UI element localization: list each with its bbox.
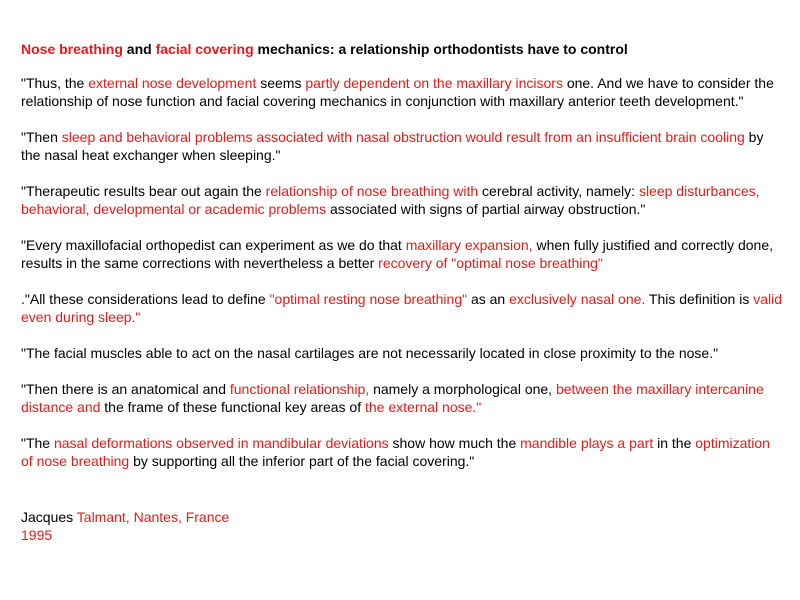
plain-text: cerebral activity, namely:: [478, 183, 639, 199]
plain-text: in the: [653, 435, 696, 451]
document-title: [21, 40, 783, 58]
plain-text: ."All these considerations lead to define: [21, 291, 270, 307]
quote-paragraph: [21, 128, 783, 164]
quote-paragraph: [21, 182, 783, 218]
author-first-name: Jacques: [21, 509, 77, 525]
plain-text: This definition is: [645, 291, 754, 307]
highlighted-text: recovery of "optimal nose breathing": [378, 255, 603, 271]
plain-text: "Therapeutic results bear out again the: [21, 183, 266, 199]
author-name-location: Talmant, Nantes, France: [76, 509, 230, 525]
document-body: [21, 40, 783, 488]
plain-text: mechanics: a relationship orthodontists have to control: [253, 41, 628, 57]
highlighted-text: maxillary expansion,: [405, 237, 533, 253]
highlighted-text: between the maxillary intercanine distance and: [21, 381, 764, 415]
plain-text: as an: [467, 291, 510, 307]
quote-paragraph: [21, 434, 783, 470]
author-line: [21, 508, 229, 526]
plain-text: "Every maxillofacial orthopedist can experiment as we do that: [21, 237, 406, 253]
signature-block: [21, 508, 229, 544]
highlighted-text: optimization of nose breathing: [21, 435, 770, 469]
plain-text: show how much the: [388, 435, 521, 451]
highlighted-text: relationship of nose breathing with: [265, 183, 479, 199]
plain-text: "The facial muscles able to act on the nasal cartilages are not necessarily located in close proximity to the nose.": [21, 345, 719, 361]
highlighted-text: facial covering: [155, 41, 254, 57]
plain-text: seems: [256, 75, 306, 91]
quote-paragraph: [21, 344, 783, 362]
highlighted-text: sleep and behavioral problems associated with nasal obstruction would result from an insufficient brain cooling: [61, 129, 745, 145]
quote-paragraph: [21, 74, 783, 110]
highlighted-text: valid even during sleep.": [21, 291, 782, 325]
plain-text: the frame of these functional key areas of: [100, 399, 365, 415]
highlighted-text: sleep disturbances, behavioral, developmental or academic problems: [21, 183, 760, 217]
highlighted-text: mandible plays a part: [520, 435, 654, 451]
plain-text: one. And we have to consider the relationship of nose function and facial covering mechanics in conjunction with maxillary anterior teeth development.": [21, 75, 774, 109]
quote-paragraph: [21, 236, 783, 272]
plain-text: by the nasal heat exchanger when sleeping.": [21, 129, 764, 163]
plain-text: namely a morphological one,: [369, 381, 556, 397]
quote-paragraph: [21, 290, 783, 326]
plain-text: associated with signs of partial airway obstruction.": [326, 201, 646, 217]
highlighted-text: external nose development: [88, 75, 257, 91]
plain-text: "The: [21, 435, 54, 451]
plain-text: when fully justified and correctly done, results in the same corrections with nevertheless a better: [21, 237, 774, 271]
highlighted-text: partly dependent on the maxillary incisors: [305, 75, 563, 91]
highlighted-text: nasal deformations observed in mandibular deviations: [53, 435, 389, 451]
plain-text: "Then there is an anatomical and: [21, 381, 230, 397]
highlighted-text: "optimal resting nose breathing": [269, 291, 468, 307]
plain-text: "Then: [21, 129, 62, 145]
highlighted-text: Nose breathing: [21, 41, 123, 57]
highlighted-text: the external nose.": [365, 399, 482, 415]
highlighted-text: functional relationship,: [229, 381, 370, 397]
publication-year: 1995: [21, 527, 53, 543]
quote-list: [21, 74, 783, 470]
plain-text: "Thus, the: [21, 75, 89, 91]
plain-text: and: [122, 41, 156, 57]
highlighted-text: exclusively nasal one.: [509, 291, 646, 307]
plain-text: by supporting all the inferior part of the facial covering.": [129, 453, 475, 469]
quote-paragraph: [21, 380, 783, 416]
